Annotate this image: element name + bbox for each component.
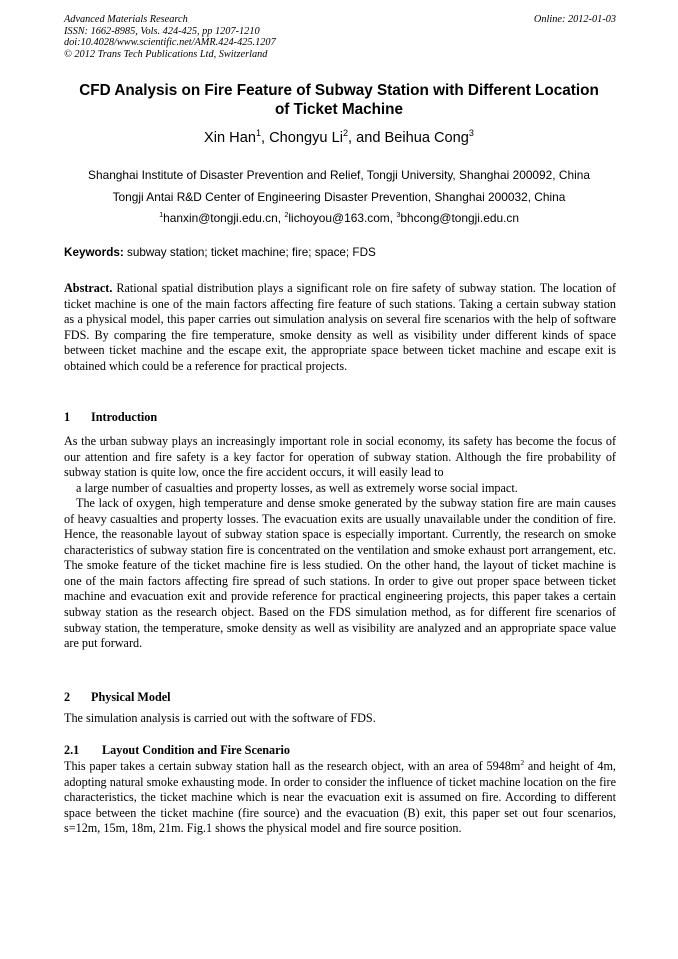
online-date: Online: 2012-01-03 (533, 14, 616, 25)
keywords-text: subway station; ticket machine; fire; space; FDS (123, 246, 376, 259)
intro-paragraph-2: The lack of oxygen, high temperature and dense smoke generated by the subway station fire are main causes of heavy casualties and property losses. The evacuation exits are usually unavailable under the condition of fire. Hence, the reasonable layout of subway station space is especially important. Currently, the research on smoke characteristics of subway station fire is concentrated on the ventilation and smoke exhaust port arrangement, etc. The smoke feature of the ticket machine fire is less studied. On the other hand, the layout of ticket machine is one of the main factors affecting fire spread of such stations. In order to give out proper space between ticket machine and evacuation exit and provide reference for practical engineering projects, this paper takes a certain subway station as the research object. Based on the FDS simulation method, as for different fire scenarios of subway station, the temperature, smoke density as well as visibility are analyzed and an appropriate space value are put forward. (64, 496, 616, 651)
email-2: lichoyou@163.com, (288, 211, 397, 225)
email-1: hanxin@tongji.edu.cn, (163, 211, 285, 225)
abstract-label: Abstract. (64, 281, 113, 295)
section-2-1-text-b: and height of 4m, adopting natural smoke exhausting mode. In order to consider the influence of ticket machine location on the fire characteristics, the ticket machine which is near the evacuation exit is assumed on fire. According to different space between the ticket machine (fire source) and the evacuation (B) exit, this paper set out four scenarios, s=12m, 15m, 18m, 21m. Fig.1 shows the physical model and fire source position. (64, 759, 616, 836)
section-2-1-title: Layout Condition and Fire Scenario (102, 743, 291, 757)
affiliation-1: Shanghai Institute of Disaster Prevention and Relief, Tongji University, Shanghai 200092, China (88, 168, 590, 182)
email-1-mark: 1 (159, 210, 164, 220)
journal-name: Advanced Materials Research (64, 14, 188, 25)
author-1: Xin Han (204, 130, 256, 146)
author-3: Beihua Cong (384, 130, 469, 146)
abstract (64, 281, 616, 374)
author-list (40, 130, 638, 146)
keywords-label: Keywords: (64, 246, 124, 259)
author-3-mark: 3 (468, 128, 474, 139)
affiliation-2: Tongji Antai R&D Center of Engineering Disaster Prevention, Shanghai 200032, China (112, 190, 566, 204)
email-3-mark: 3 (396, 210, 401, 220)
section-1-number: 1 (64, 410, 71, 424)
section-2-title: Physical Model (91, 690, 171, 704)
email-line (40, 211, 638, 225)
intro-paragraph-1: As the urban subway plays an increasingly important role in social economy, its safety has become the focus of our attention and fire safety is a key factor for operation of subway station. Although the fire probability of subway station is quite low, once the fire accident occurs, it will easily lead to (64, 434, 616, 480)
section-2-1-heading (64, 743, 290, 758)
introduction-body (64, 434, 616, 652)
intro-paragraph-1-end: a large number of casualties and property losses, as well as extremely worse social impact. (76, 480, 518, 495)
section-2-number: 2 (64, 690, 71, 704)
section-2-1-text-a: This paper takes a certain subway station hall as the research object, with an area of 5948m (64, 759, 521, 773)
section-1-heading (64, 410, 157, 425)
author-1-mark: 1 (255, 128, 261, 139)
section-2-heading (64, 690, 171, 705)
email-2-mark: 2 (284, 210, 289, 220)
email-3: bhcong@tongji.edu.cn (400, 211, 519, 225)
section-2-text: The simulation analysis is carried out with the software of FDS. (64, 711, 376, 725)
journal-doi: doi:10.4028/www.scientific.net/AMR.424-425.1207 (64, 37, 276, 49)
area-superscript: 2 (520, 757, 525, 767)
title-line-2: of Ticket Machine (274, 100, 404, 118)
author-2-mark: 2 (342, 128, 348, 139)
paper-title (54, 82, 624, 119)
journal-issn: ISSN: 1662-8985, Vols. 424-425, pp 1207-1210 (64, 25, 260, 37)
author-sep-2: , and (348, 130, 385, 146)
author-2: Chongyu Li (269, 130, 343, 146)
journal-copyright: © 2012 Trans Tech Publications Ltd, Switzerland (64, 48, 268, 60)
section-2-1-body (64, 759, 616, 837)
section-1-title: Introduction (91, 410, 158, 424)
title-line-1: CFD Analysis on Fire Feature of Subway Station with Different Location (79, 82, 599, 99)
keywords (64, 246, 616, 259)
journal-header (64, 14, 616, 60)
abstract-text: Rational spatial distribution plays a significant role on fire safety of subway station. The location of ticket machine is one of the main factors affecting fire feature of such stations. Taking a certain subway station as a physical model, this paper carries out simulation analysis on several fire scenarios with the help of software FDS. By comparing the fire temperature, smoke density as well as visibility under different kinds of space between ticket machine and the escape exit, the appropriate space between ticket machine and escape exit is obtained which could be a reference for practical projects. (64, 281, 616, 373)
author-sep-1: , (261, 130, 270, 146)
section-2-1-number: 2.1 (64, 743, 80, 757)
